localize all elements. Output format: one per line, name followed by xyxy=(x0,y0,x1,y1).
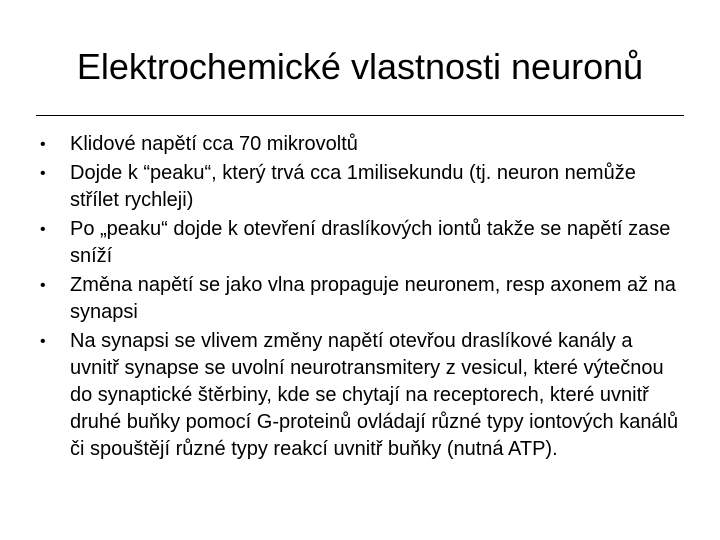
bullet-icon: • xyxy=(40,165,46,182)
bullet-icon: • xyxy=(40,333,46,350)
slide-title: Elektrochemické vlastnosti neuronů xyxy=(76,46,644,87)
bullet-item xyxy=(40,216,680,270)
bullet-text: Na synapsi se vlivem změny napětí otevřou draslíkové kanály a uvnitř synapse se uvolní neurotransmitery z vesicul, které výtečnou do synaptické štěrbiny, kde se chytají na receptorech, které uvnitř druhé buňky pomocí G-proteinů ovládají různé typy iontových kanálů či spouštějí různé typy reakcí uvnitř buňky (nutná ATP). xyxy=(70,330,679,460)
bullet-list xyxy=(40,131,680,465)
title-divider xyxy=(36,115,684,116)
bullet-item xyxy=(40,160,680,214)
bullet-text: Po „peaku“ dojde k otevření draslíkových iontů takže se napětí zase sníží xyxy=(70,218,671,267)
bullet-icon: • xyxy=(40,221,46,238)
bullet-icon: • xyxy=(40,136,46,153)
bullet-text: Dojde k “peaku“, který trvá cca 1milisekundu (tj. neuron nemůže střílet rychleji) xyxy=(70,162,636,211)
bullet-text: Klidové napětí cca 70 mikrovoltů xyxy=(70,133,358,155)
bullet-item xyxy=(40,272,680,326)
bullet-icon: • xyxy=(40,277,46,294)
bullet-text: Změna napětí se jako vlna propaguje neuronem, resp axonem až na synapsi xyxy=(70,274,676,323)
bullet-item xyxy=(40,131,680,158)
bullet-item xyxy=(40,328,680,463)
